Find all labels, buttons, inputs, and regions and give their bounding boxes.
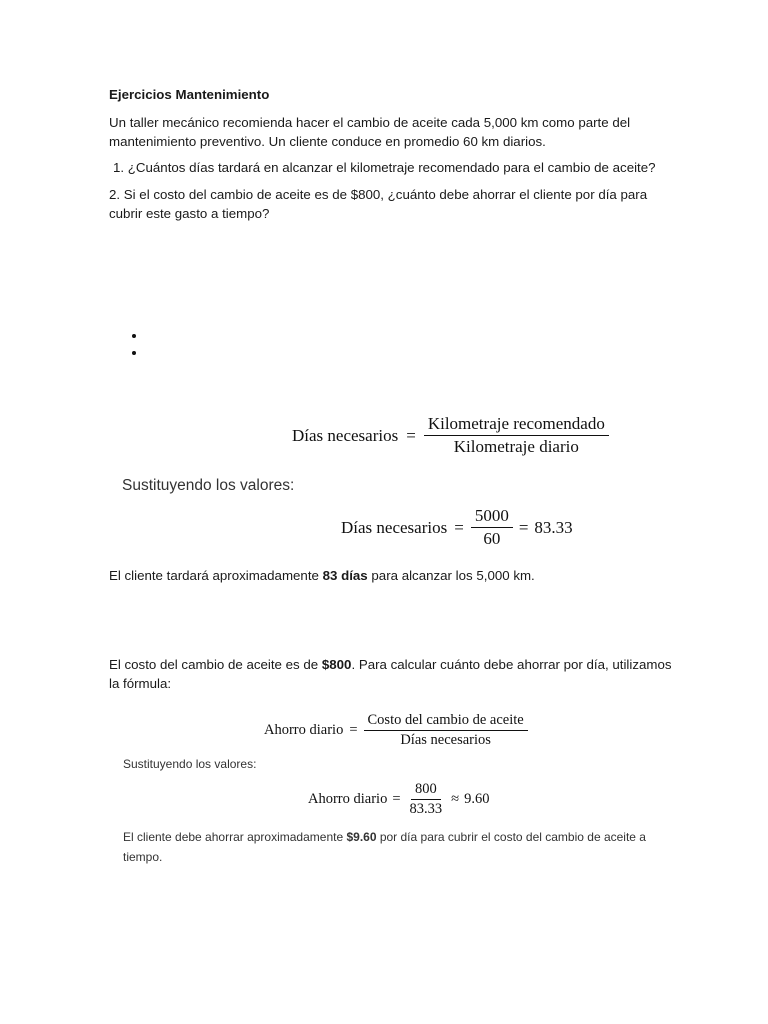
formula-3-numerator: Costo del cambio de aceite	[364, 712, 528, 731]
formula-dias-substituted	[341, 506, 573, 549]
formula-4-approx: ≈	[451, 791, 460, 807]
formula-2-denominator: 60	[483, 529, 501, 548]
answer-2	[123, 827, 646, 867]
formula-4-numerator: 800	[411, 781, 441, 800]
substitution-label-2: Sustituyendo los valores:	[123, 757, 257, 771]
formula-4-denominator: 83.33	[409, 801, 443, 817]
bullet-empty-2	[132, 351, 136, 355]
document-title: Ejercicios Mantenimiento	[109, 87, 270, 102]
formula-2-fraction	[471, 506, 513, 549]
answer-1-bold-days: 83 días	[322, 568, 368, 583]
answer-2-line-1	[123, 827, 646, 847]
answer-1	[109, 566, 535, 585]
question-1: 1. ¿Cuántos días tardará en alcanzar el kilometraje recomendado para el cambio de aceite?	[113, 160, 656, 175]
formula-3-denominator: Días necesarios	[400, 732, 491, 748]
formula-ahorro-diario	[264, 712, 528, 749]
costo-line-1	[109, 655, 672, 674]
formula-1-fraction	[424, 414, 609, 457]
formula-1-equals: =	[406, 425, 416, 445]
formula-2-equals-2: =	[518, 517, 529, 537]
question-2-line-2: cubrir este gasto a tiempo?	[109, 206, 270, 221]
formula-4-lhs: Ahorro diario	[308, 791, 388, 807]
formula-dias-necesarios	[292, 414, 609, 457]
formula-2-numerator: 5000	[471, 506, 513, 528]
answer-1-text-before: El cliente tardará aproximadamente	[109, 568, 323, 583]
costo-text-before: El costo del cambio de aceite es de	[109, 657, 322, 672]
formula-2-lhs: Días necesarios	[341, 517, 448, 537]
formula-4-fraction	[406, 781, 447, 818]
answer-2-text-before: El cliente debe ahorrar aproximadamente	[123, 830, 347, 844]
formula-1-lhs: Días necesarios	[292, 425, 399, 445]
formula-4-result: 9.60	[464, 791, 490, 807]
intro-line-2: mantenimiento preventivo. Un cliente conduce en promedio 60 km diarios.	[109, 134, 546, 149]
formula-3-fraction	[364, 712, 528, 749]
answer-1-text-after: para alcanzar los 5,000 km.	[367, 568, 535, 583]
intro-paragraph	[109, 113, 630, 151]
costo-text-after: . Para calcular cuánto debe ahorrar por día, utilizamos	[351, 657, 672, 672]
formula-1-denominator: Kilometraje diario	[453, 437, 579, 456]
costo-line-2: la fórmula:	[109, 676, 172, 691]
formula-2-equals: =	[454, 517, 464, 537]
formula-3-lhs: Ahorro diario	[264, 722, 344, 738]
costo-paragraph	[109, 655, 672, 693]
intro-line-1: Un taller mecánico recomienda hacer el cambio de aceite cada 5,000 km como parte del	[109, 115, 631, 130]
formula-2-result: 83.33	[534, 517, 573, 537]
question-2	[109, 185, 647, 223]
answer-2-text-after: por día para cubrir el costo del cambio de aceite a	[376, 830, 646, 844]
substitution-label-1: Sustituyendo los valores:	[122, 477, 295, 494]
answer-2-bold-amount: $9.60	[346, 830, 377, 844]
formula-ahorro-substituted	[308, 781, 489, 818]
question-2-line-1: 2. Si el costo del cambio de aceite es de $800, ¿cuánto debe ahorrar el cliente por día para	[109, 187, 648, 202]
formula-1-numerator: Kilometraje recomendado	[424, 414, 609, 436]
answer-2-line-2: tiempo.	[123, 850, 163, 864]
formula-3-equals: =	[349, 722, 358, 738]
formula-4-equals: =	[392, 791, 401, 807]
bullet-empty-1	[132, 334, 136, 338]
costo-bold-amount: $800	[321, 657, 352, 672]
